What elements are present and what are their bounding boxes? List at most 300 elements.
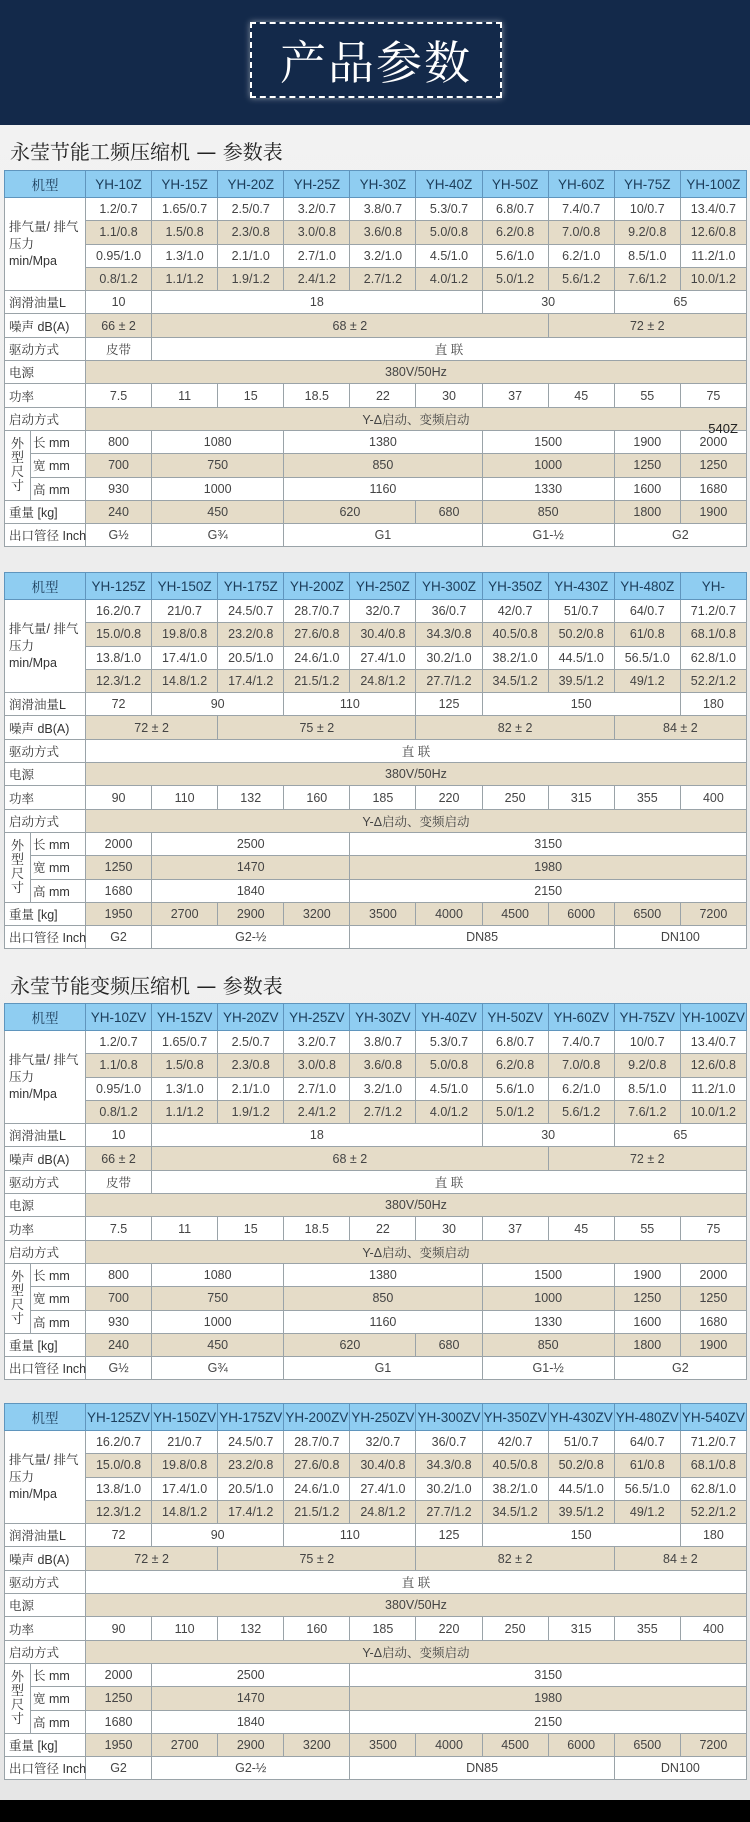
value-cell: 42/0.7 [482,1431,548,1454]
value-cell: 34.3/0.8 [416,623,482,646]
value-cell: 18.5 [284,384,350,407]
value-cell: 72 ± 2 [86,1547,218,1570]
value-cell: 6.8/0.7 [482,1031,548,1054]
value-cell: 1950 [86,1733,152,1756]
weight-label: 重量 [kg] [5,1333,86,1356]
value-cell: 10/0.7 [614,198,680,221]
drive-row [5,1170,747,1193]
dims-label [5,430,31,500]
noise-row [5,716,747,739]
weight-label: 重量 [kg] [5,902,86,925]
outlet-label: 出口管径 Inch [5,1757,86,1780]
value-cell: 0.8/1.2 [86,1100,152,1123]
header-row [5,1004,747,1031]
value-cell: 84 ± 2 [614,716,746,739]
value-cell: 19.8/0.8 [152,1454,218,1477]
value-cell: 700 [86,1287,152,1310]
value-cell: 51/0.7 [548,600,614,623]
value-cell: 30.2/1.0 [416,1477,482,1500]
model-header: YH-50Z [482,171,548,198]
value-cell: 1.65/0.7 [152,1031,218,1054]
outlet-label: 出口管径 Inch [5,524,86,547]
value-cell: 3.8/0.7 [350,198,416,221]
model-header: YH-30ZV [350,1004,416,1031]
value-cell: 62.8/1.0 [680,1477,746,1500]
start-label: 启动方式 [5,1640,86,1663]
value-cell: 18 [152,291,482,314]
value-cell: 27.6/0.8 [284,623,350,646]
value-cell: G½ [86,1357,152,1380]
value-cell: 90 [86,786,152,809]
value-cell: 700 [86,454,152,477]
value-cell: 240 [86,1333,152,1356]
weight-label: 重量 [kg] [5,1733,86,1756]
value-cell: 1.9/1.2 [218,1100,284,1123]
value-cell: 3.0/0.8 [284,1054,350,1077]
value-cell: 4.0/1.2 [416,1100,482,1123]
value-cell: 12.6/0.8 [680,221,746,244]
value-cell: 110 [284,1524,416,1547]
value-cell: 3.2/0.7 [284,1031,350,1054]
model-header: YH-50ZV [482,1004,548,1031]
spec-table-2 [4,572,747,949]
value-cell: 40.5/0.8 [482,1454,548,1477]
value-cell: 90 [152,693,284,716]
value-cell: 17.4/1.0 [152,1477,218,1500]
weight-label: 重量 [kg] [5,500,86,523]
model-header: YH-25Z [284,171,350,198]
value-cell: 1680 [86,1710,152,1733]
height-row [5,477,747,500]
height-row [5,1710,747,1733]
value-cell: 4500 [482,902,548,925]
value-cell: 2000 [680,1263,746,1286]
power-source-label: 电源 [5,1594,86,1617]
start-row [5,809,747,832]
value-cell: 37 [482,1217,548,1240]
start-label: 启动方式 [5,1240,86,1263]
value-cell: 2.7/1.0 [284,244,350,267]
value-cell: 6000 [548,1733,614,1756]
value-cell: 450 [152,1333,284,1356]
value-cell: 7.0/0.8 [548,1054,614,1077]
value-cell: 5.6/1.2 [548,1100,614,1123]
value-cell: 2.4/1.2 [284,1100,350,1123]
length-label: 长 mm [31,430,86,453]
start-row [5,1240,747,1263]
weight-row [5,500,747,523]
value-cell: 6500 [614,1733,680,1756]
oil-label: 润滑油量L [5,291,86,314]
value-cell: 2700 [152,902,218,925]
value-cell: 71.2/0.7 [680,600,746,623]
value-cell: 1.1/0.8 [86,1054,152,1077]
value-cell: 125 [416,1524,482,1547]
value-cell: 3500 [350,1733,416,1756]
value-cell: 7.5 [86,1217,152,1240]
value-cell: 1680 [680,477,746,500]
value-cell: 30.4/0.8 [350,623,416,646]
value-cell: 55 [614,384,680,407]
value-cell: 1080 [152,1263,284,1286]
value-cell: 30.2/1.0 [416,646,482,669]
value-cell: 9.2/0.8 [614,1054,680,1077]
value-cell: 1250 [86,1687,152,1710]
start-row [5,1640,747,1663]
value-cell: 1600 [614,477,680,500]
value-cell: 2.4/1.2 [284,267,350,290]
width-row [5,1287,747,1310]
power-label: 功率 [5,1617,86,1640]
value-cell: 直 联 [86,1570,747,1593]
value-cell: 28.7/0.7 [284,600,350,623]
value-cell: 220 [416,786,482,809]
model-header: YH-15Z [152,171,218,198]
value-cell: 2.7/1.0 [284,1077,350,1100]
value-cell: 13.4/0.7 [680,198,746,221]
value-cell: 6500 [614,902,680,925]
value-cell: 150 [482,693,680,716]
value-cell: 180 [680,1524,746,1547]
flow-row [5,267,747,290]
outlet-row [5,1357,747,1380]
value-cell: 1330 [482,1310,614,1333]
dims-label [5,832,31,902]
value-cell: 7.4/0.7 [548,1031,614,1054]
value-cell: 1080 [152,430,284,453]
outlet-label: 出口管径 Inch [5,926,86,949]
model-header: YH-100Z [680,171,746,198]
model-label: 机型 [5,573,86,600]
dims-label [5,1263,31,1333]
value-cell: 27.4/1.0 [350,1477,416,1500]
value-cell: 620 [284,1333,416,1356]
value-cell: 72 [86,693,152,716]
value-cell: 14.8/1.2 [152,669,218,692]
value-cell: 40.5/0.8 [482,623,548,646]
flow-row [5,646,747,669]
noise-label: 噪声 dB(A) [5,314,86,337]
flow-row [5,244,747,267]
value-cell: G½ [86,524,152,547]
section-title-variable-frequency: 永莹节能变频压缩机 — 参数表 [10,974,283,998]
value-cell: 3500 [350,902,416,925]
value-cell: 800 [86,430,152,453]
flow-row [5,1100,747,1123]
value-cell: 1800 [614,500,680,523]
value-cell: 125 [416,693,482,716]
value-cell: 1.9/1.2 [218,267,284,290]
value-cell: 52.2/1.2 [680,1500,746,1523]
value-cell: 1.2/0.7 [86,1031,152,1054]
value-cell: 1900 [680,500,746,523]
value-cell: 12.3/1.2 [86,669,152,692]
noise-label: 噪声 dB(A) [5,1547,86,1570]
value-cell: 15 [218,384,284,407]
value-cell: 49/1.2 [614,1500,680,1523]
model-header: YH-75ZV [614,1004,680,1031]
weight-row [5,1733,747,1756]
value-cell: 1000 [482,1287,614,1310]
value-cell: G2 [86,1757,152,1780]
flow-row [5,1477,747,1500]
weight-row [5,1333,747,1356]
value-cell: 1.3/1.0 [152,1077,218,1100]
value-cell: 1250 [680,1287,746,1310]
value-cell: 4500 [482,1733,548,1756]
dims-label-text: 外型尺寸 [10,1669,24,1727]
value-cell: 4000 [416,1733,482,1756]
value-cell: 21/0.7 [152,600,218,623]
dims-label-text: 外型尺寸 [10,838,24,896]
power-source-row [5,763,747,786]
value-cell: 13.4/0.7 [680,1031,746,1054]
value-cell: 7.6/1.2 [614,267,680,290]
value-cell: 132 [218,786,284,809]
value-cell: 38.2/1.0 [482,646,548,669]
value-cell: G2 [614,1357,746,1380]
width-label: 宽 mm [31,856,86,879]
value-cell: 0.8/1.2 [86,267,152,290]
value-cell: 82 ± 2 [416,1547,614,1570]
value-cell: 8.5/1.0 [614,1077,680,1100]
value-cell: 65 [614,291,746,314]
value-cell: 1330 [482,477,614,500]
value-cell: 11.2/1.0 [680,1077,746,1100]
value-cell: 620 [284,500,416,523]
oil-row [5,291,747,314]
outlet-row [5,524,747,547]
model-header: YH- [680,573,746,600]
flow-row [5,1054,747,1077]
value-cell: 18.5 [284,1217,350,1240]
value-cell: 4.5/1.0 [416,244,482,267]
model-header: YH-125ZV [86,1404,152,1431]
value-cell: 64/0.7 [614,600,680,623]
value-cell: 850 [284,454,482,477]
value-cell: 250 [482,786,548,809]
value-cell: DN100 [614,926,746,949]
value-cell: 9.2/0.8 [614,221,680,244]
model-header: YH-300Z [416,573,482,600]
value-cell: 61/0.8 [614,623,680,646]
value-cell: 6.2/1.0 [548,244,614,267]
value-cell: 110 [284,693,416,716]
value-cell: Y-Δ启动、变频启动 [86,809,747,832]
value-cell: 45 [548,384,614,407]
length-label: 长 mm [31,1663,86,1686]
value-cell: DN100 [614,1757,746,1780]
outlet-row [5,1757,747,1780]
flow-row [5,1431,747,1454]
model-header: YH-300ZV [416,1404,482,1431]
header-row [5,171,747,198]
value-cell: 51/0.7 [548,1431,614,1454]
model-header: YH-480Z [614,573,680,600]
value-cell: 10.0/1.2 [680,267,746,290]
noise-row [5,1547,747,1570]
value-cell: 直 联 [86,739,747,762]
value-cell: 6.2/1.0 [548,1077,614,1100]
value-cell: 24.6/1.0 [284,646,350,669]
model-header: YH-20Z [218,171,284,198]
value-cell: 2.1/1.0 [218,1077,284,1100]
model-header: YH-430Z [548,573,614,600]
drive-label: 驱动方式 [5,337,86,360]
outlet-row [5,926,747,949]
value-cell: 39.5/1.2 [548,669,614,692]
value-cell: 61/0.8 [614,1454,680,1477]
value-cell: 5.6/1.2 [548,267,614,290]
value-cell: 8.5/1.0 [614,244,680,267]
value-cell: 皮带 [86,337,152,360]
value-cell: 1840 [152,1710,350,1733]
value-cell: 1250 [614,454,680,477]
value-cell: 1.1/0.8 [86,221,152,244]
value-cell: 680 [416,500,482,523]
power-label: 功率 [5,786,86,809]
value-cell: 3.0/0.8 [284,221,350,244]
value-cell: 24.5/0.7 [218,600,284,623]
height-row [5,1310,747,1333]
model-header: YH-350Z [482,573,548,600]
value-cell: 1950 [86,902,152,925]
value-cell: 1470 [152,856,350,879]
width-label: 宽 mm [31,454,86,477]
power-source-label: 电源 [5,1194,86,1217]
length-row [5,430,747,453]
value-cell: 7.0/0.8 [548,221,614,244]
value-cell: 1.2/0.7 [86,198,152,221]
start-label: 启动方式 [5,407,86,430]
value-cell: 400 [680,786,746,809]
value-cell: G¾ [152,524,284,547]
value-cell: 2.5/0.7 [218,1031,284,1054]
value-cell: 56.5/1.0 [614,646,680,669]
value-cell: 18 [152,1124,482,1147]
value-cell: 17.4/1.2 [218,1500,284,1523]
value-cell: 7.6/1.2 [614,1100,680,1123]
model-header: YH-10ZV [86,1004,152,1031]
value-cell: G2-½ [152,1757,350,1780]
drive-row [5,739,747,762]
value-cell: 23.2/0.8 [218,623,284,646]
value-cell: 3.6/0.8 [350,1054,416,1077]
value-cell: 72 ± 2 [548,1147,746,1170]
model-label: 机型 [5,1004,86,1031]
value-cell: 1.5/0.8 [152,1054,218,1077]
value-cell: 32/0.7 [350,1431,416,1454]
value-cell: 11 [152,1217,218,1240]
value-cell: 15 [218,1217,284,1240]
value-cell: 20.5/1.0 [218,1477,284,1500]
length-row [5,1263,747,1286]
value-cell: 62.8/1.0 [680,646,746,669]
model-header: YH-75Z [614,171,680,198]
flow-row [5,198,747,221]
value-cell: 42/0.7 [482,600,548,623]
value-cell: 4000 [416,902,482,925]
drive-label: 驱动方式 [5,1170,86,1193]
drive-row [5,337,747,360]
value-cell: 36/0.7 [416,600,482,623]
value-cell: 34.5/1.2 [482,669,548,692]
value-cell: 0.95/1.0 [86,244,152,267]
length-label: 长 mm [31,832,86,855]
model-header: YH-125Z [86,573,152,600]
value-cell: 68.1/0.8 [680,1454,746,1477]
flow-row [5,600,747,623]
value-cell: 30.4/0.8 [350,1454,416,1477]
value-cell: 1000 [482,454,614,477]
value-cell: 36/0.7 [416,1431,482,1454]
value-cell: 1600 [614,1310,680,1333]
value-cell: 44.5/1.0 [548,1477,614,1500]
value-cell: 400 [680,1617,746,1640]
model-header: YH-40ZV [416,1004,482,1031]
value-cell: 72 [86,1524,152,1547]
model-header: YH-20ZV [218,1004,284,1031]
value-cell: 17.4/1.2 [218,669,284,692]
value-cell: 2000 [86,1663,152,1686]
value-cell: DN85 [350,1757,614,1780]
value-cell: 1380 [284,1263,482,1286]
value-cell: 380V/50Hz [86,361,747,384]
value-cell: 5.3/0.7 [416,198,482,221]
value-cell: 6.2/0.8 [482,221,548,244]
model-header: YH-200ZV [284,1404,350,1431]
value-cell: 24.8/1.2 [350,669,416,692]
value-cell: 1.3/1.0 [152,244,218,267]
header-row [5,573,747,600]
value-cell: 50.2/0.8 [548,1454,614,1477]
length-label: 长 mm [31,1263,86,1286]
width-label: 宽 mm [31,1287,86,1310]
drive-label: 驱动方式 [5,1570,86,1593]
width-row [5,1687,747,1710]
value-cell: 39.5/1.2 [548,1500,614,1523]
value-cell: 1980 [350,856,747,879]
value-cell: G¾ [152,1357,284,1380]
value-cell: 22 [350,1217,416,1240]
value-cell: 250 [482,1617,548,1640]
value-cell: 1680 [86,879,152,902]
value-cell: 13.8/1.0 [86,646,152,669]
model-header: YH-200Z [284,573,350,600]
value-cell: 2150 [350,1710,747,1733]
drive-label: 驱动方式 [5,739,86,762]
weight-row [5,902,747,925]
spec-table-3 [4,1003,747,1380]
value-cell: 27.7/1.2 [416,669,482,692]
value-cell: G1 [284,524,482,547]
value-cell: 380V/50Hz [86,763,747,786]
value-cell: 355 [614,786,680,809]
value-cell: 1250 [614,1287,680,1310]
value-cell: 17.4/1.0 [152,646,218,669]
start-note: 540Z [708,420,738,436]
value-cell: 30 [482,291,614,314]
value-cell: 750 [152,1287,284,1310]
value-cell: 930 [86,1310,152,1333]
height-label: 高 mm [31,477,86,500]
model-header: YH-540ZV [680,1404,746,1431]
value-cell: 315 [548,786,614,809]
value-cell: 2150 [350,879,747,902]
value-cell: 1470 [152,1687,350,1710]
value-cell: 23.2/0.8 [218,1454,284,1477]
value-cell: Y-Δ启动、变频启动 540Z [86,407,747,430]
